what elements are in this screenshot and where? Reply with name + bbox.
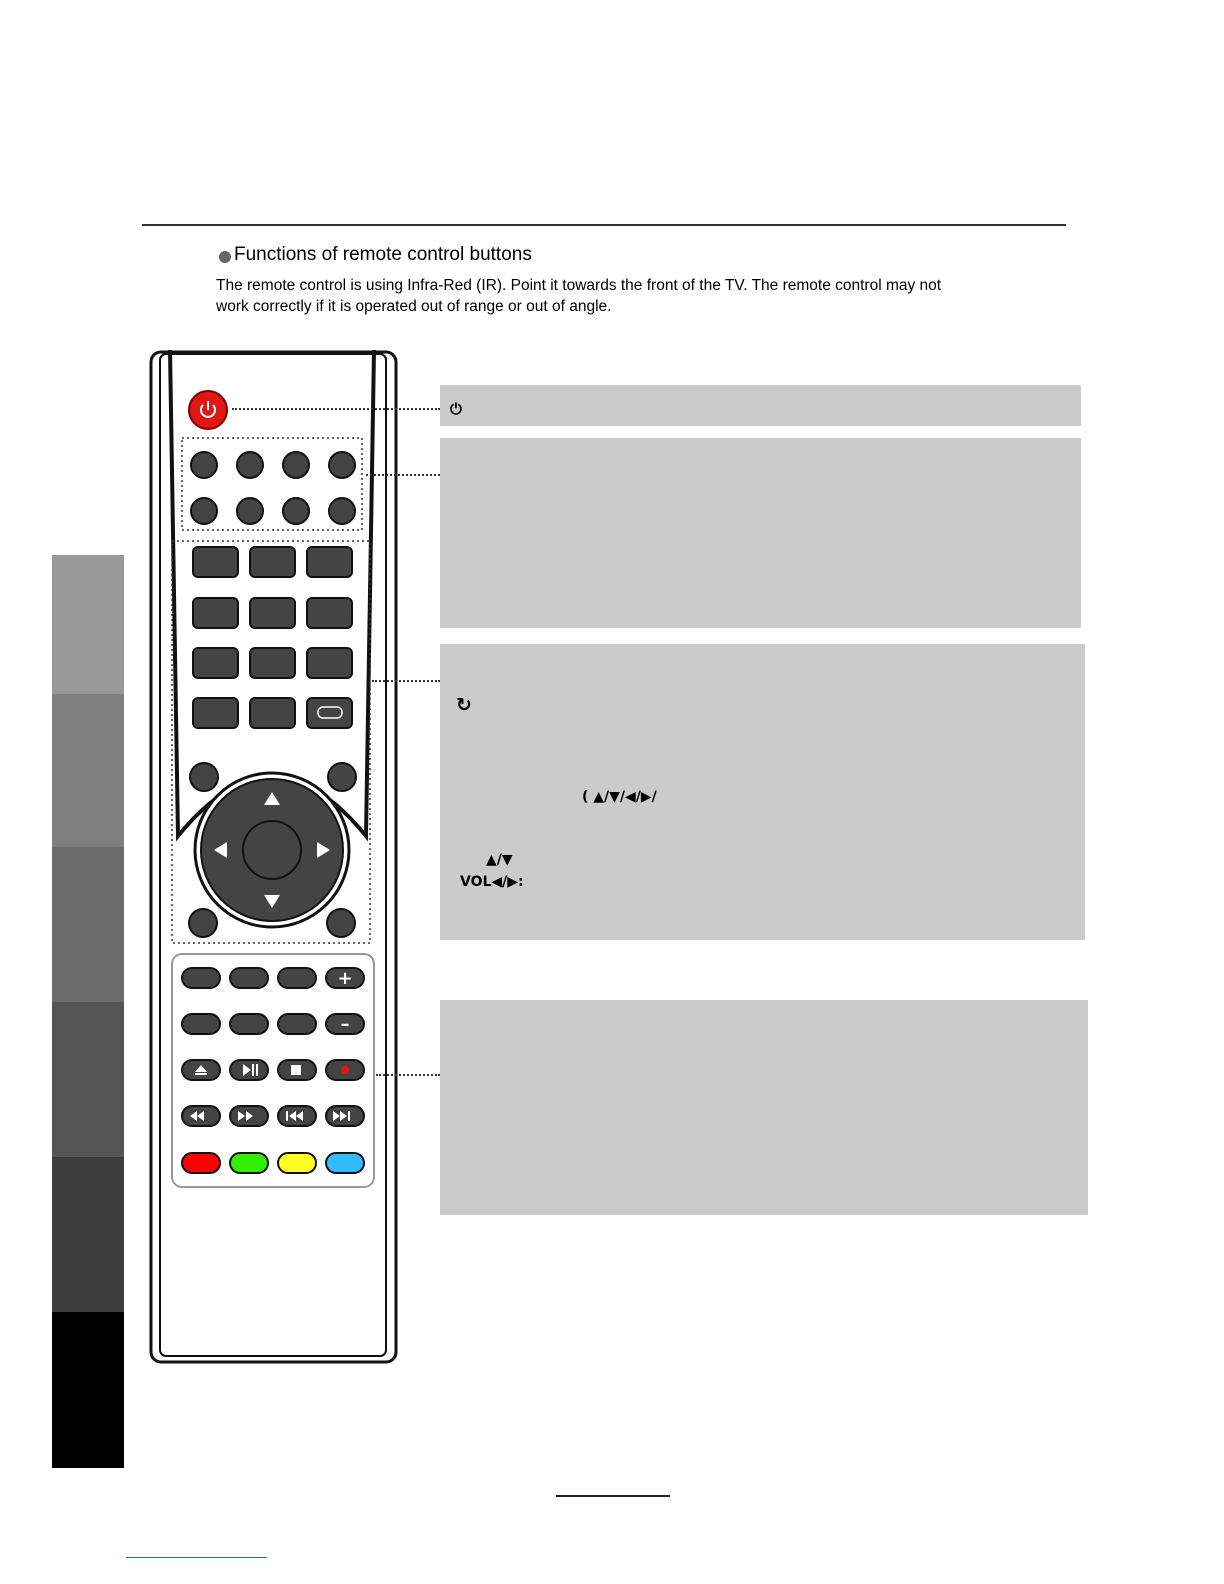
intro-paragraph bbox=[216, 275, 1016, 317]
power-symbol: ⏻ bbox=[450, 400, 462, 418]
sidebar-shade-3 bbox=[52, 847, 124, 1002]
minus-label: – bbox=[340, 1014, 350, 1035]
panel-lower-buttons bbox=[440, 1000, 1088, 1215]
panel-power bbox=[440, 385, 1081, 426]
intro-line-1: The remote control is using Infra-Red (IR). Point it towards the front of the TV. The remote control may not bbox=[216, 277, 942, 294]
sidebar-shade-5 bbox=[52, 1157, 124, 1312]
red-key bbox=[182, 1153, 220, 1173]
sidebar-shade-6 bbox=[52, 1312, 124, 1468]
remote-control-illustration bbox=[140, 340, 410, 1370]
blue-key bbox=[326, 1153, 364, 1173]
heading-text: Functions of remote control buttons bbox=[234, 244, 532, 265]
plus-label: + bbox=[337, 968, 353, 989]
leader-lower-panel bbox=[376, 1074, 440, 1076]
leader-keypad-nav bbox=[372, 680, 440, 682]
bullet-icon bbox=[219, 251, 231, 263]
sidebar-shade-2 bbox=[52, 694, 124, 847]
eject-base bbox=[195, 1073, 207, 1075]
footer-link-underline bbox=[126, 1557, 267, 1558]
record-icon bbox=[341, 1066, 349, 1074]
volume-label: VOL◀/▶: bbox=[460, 874, 524, 890]
green-key bbox=[230, 1153, 268, 1173]
leader-power bbox=[232, 408, 440, 410]
header-rule bbox=[142, 224, 1066, 226]
yellow-key bbox=[278, 1153, 316, 1173]
intro-line-2: work correctly if it is operated out of range or out of angle. bbox=[216, 298, 612, 315]
prev-icon bbox=[286, 1111, 288, 1121]
panel-keypad-nav bbox=[440, 644, 1085, 940]
section-heading bbox=[219, 244, 532, 266]
page-number-rule bbox=[556, 1495, 670, 1497]
ok-button bbox=[243, 821, 301, 879]
sidebar-shade-4 bbox=[52, 1002, 124, 1157]
stop-icon bbox=[291, 1065, 301, 1075]
return-symbol: ↻ bbox=[456, 694, 472, 716]
arrow-keys-label: ( ▲/▼/◀/▶/ bbox=[582, 789, 657, 805]
leader-round-buttons bbox=[366, 474, 440, 476]
channel-updown-label: ▲/▼ bbox=[486, 852, 513, 868]
sidebar-shade-1 bbox=[52, 555, 124, 694]
panel-round-buttons bbox=[440, 438, 1081, 628]
